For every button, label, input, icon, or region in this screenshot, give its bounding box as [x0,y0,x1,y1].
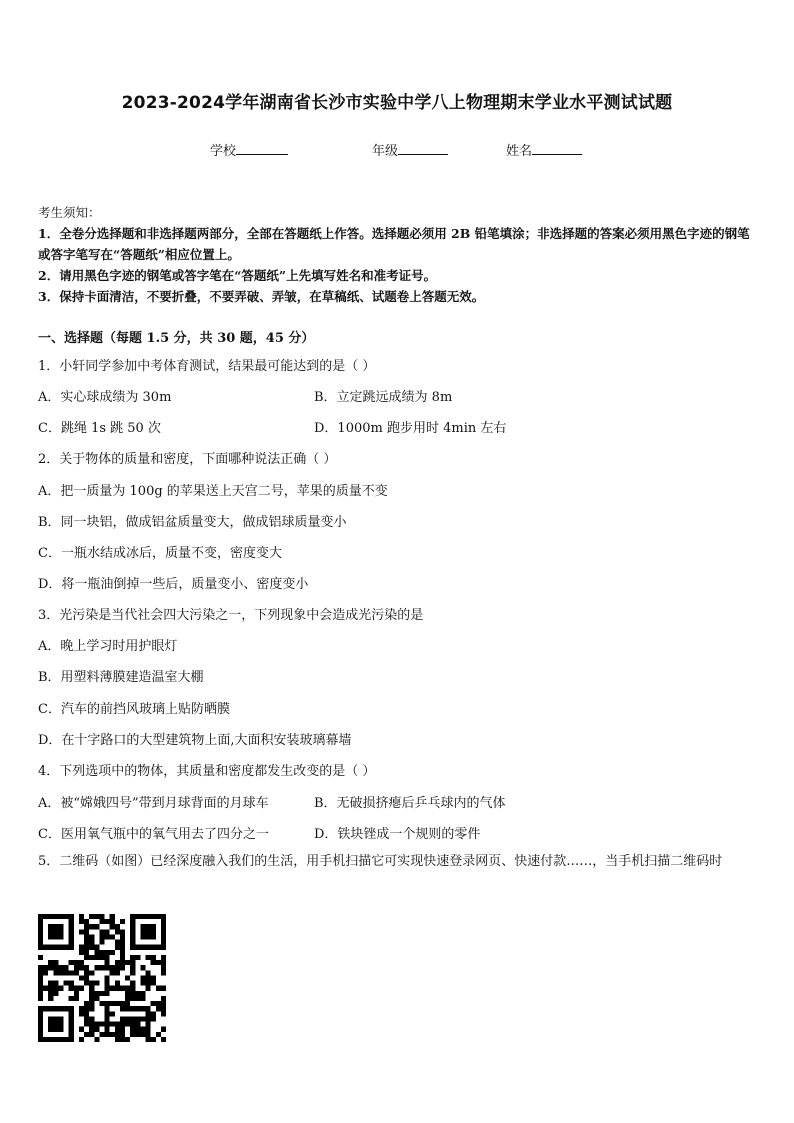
question-3-option-b: B．用塑料薄膜建造温室大棚 [38,670,204,685]
question-2-option-b: B．同一块铝，做成铝盆质量变大，做成铝球质量变小 [38,515,347,530]
page-title: 2023-2024学年湖南省长沙市实验中学八上物理期末学业水平测试试题 [121,93,673,113]
grade-label: 年级 [372,144,399,159]
notes-heading: 考生须知： [38,205,101,220]
question-2-option-d: D．将一瓶油倒掉一些后，质量变小、密度变小 [38,577,309,592]
name-field [506,140,582,159]
question-4-option-d: D．铁块锉成一个规则的零件 [314,827,481,842]
qr-code-image [38,914,166,1042]
question-3-stem: 3．光污染是当代社会四大污染之一，下列现象中会造成光污染的是 [38,608,424,623]
question-4-option-c: C．医用氧气瓶中的氧气用去了四分之一 [38,827,269,842]
question-4-option-b: B．无破损挤瘪后乒乓球内的气体 [314,796,506,811]
question-1-option-b: B．立定跳远成绩为 8m [314,390,453,405]
question-1-option-c: C．跳绳 1s 跳 50 次 [38,421,161,436]
question-2-stem: 2．关于物体的质量和密度，下面哪种说法正确（ ） [38,452,337,467]
question-3-option-d: D．在十字路口的大型建筑物上面,大面积安装玻璃幕墙 [38,733,352,748]
question-2-option-a: A．把一质量为 100g 的苹果送上天宫二号，苹果的质量不变 [38,484,388,499]
question-4-option-a: A．被“嫦娥四号”带到月球背面的月球车 [38,796,269,811]
question-3-option-c: C．汽车的前挡风玻璃上贴防晒膜 [38,702,230,717]
question-1-option-d: D．1000m 跑步用时 4min 左右 [314,421,507,436]
school-label: 学校 [210,144,237,159]
exam-notes [38,202,760,307]
school-blank [236,141,288,155]
name-label: 姓名 [506,144,533,159]
grade-blank [398,141,448,155]
question-1-stem: 1．小轩同学参加中考体育测试，结果最可能达到的是（ ） [38,359,376,374]
school-field [210,140,288,159]
question-4-stem: 4．下列选项中的物体，其质量和密度都发生改变的是（ ） [38,764,376,779]
note-item-3: 3．保持卡面清洁，不要折叠，不要弄破、弄皱，在草稿纸、试题卷上答题无效。 [38,289,485,304]
question-5-stem: 5．二维码（如图）已经深度融入我们的生活，用手机扫描它可实现快速登录网页、快速付款……，当手机扫描二维码时 [38,854,723,869]
grade-field [372,140,448,159]
question-1-option-a: A．实心球成绩为 30m [38,390,172,405]
question-3-option-a: A．晚上学习时用护眼灯 [38,639,178,654]
note-item-1: 1．全卷分选择题和非选择题两部分，全部在答题纸上作答。选择题必须用 2B 铅笔填涂；非选择题的答案必须用黑色字迹的钢笔或答字笔写在“答题纸”相应位置上。 [38,226,750,262]
question-2-option-c: C．一瓶水结成冰后，质量不变，密度变大 [38,546,282,561]
note-item-2: 2．请用黑色字迹的钢笔或答字笔在“答题纸”上先填写姓名和准考证号。 [38,268,437,283]
section-heading: 一、选择题（每题 1.5 分，共 30 题，45 分） [38,331,315,346]
name-blank [532,141,582,155]
